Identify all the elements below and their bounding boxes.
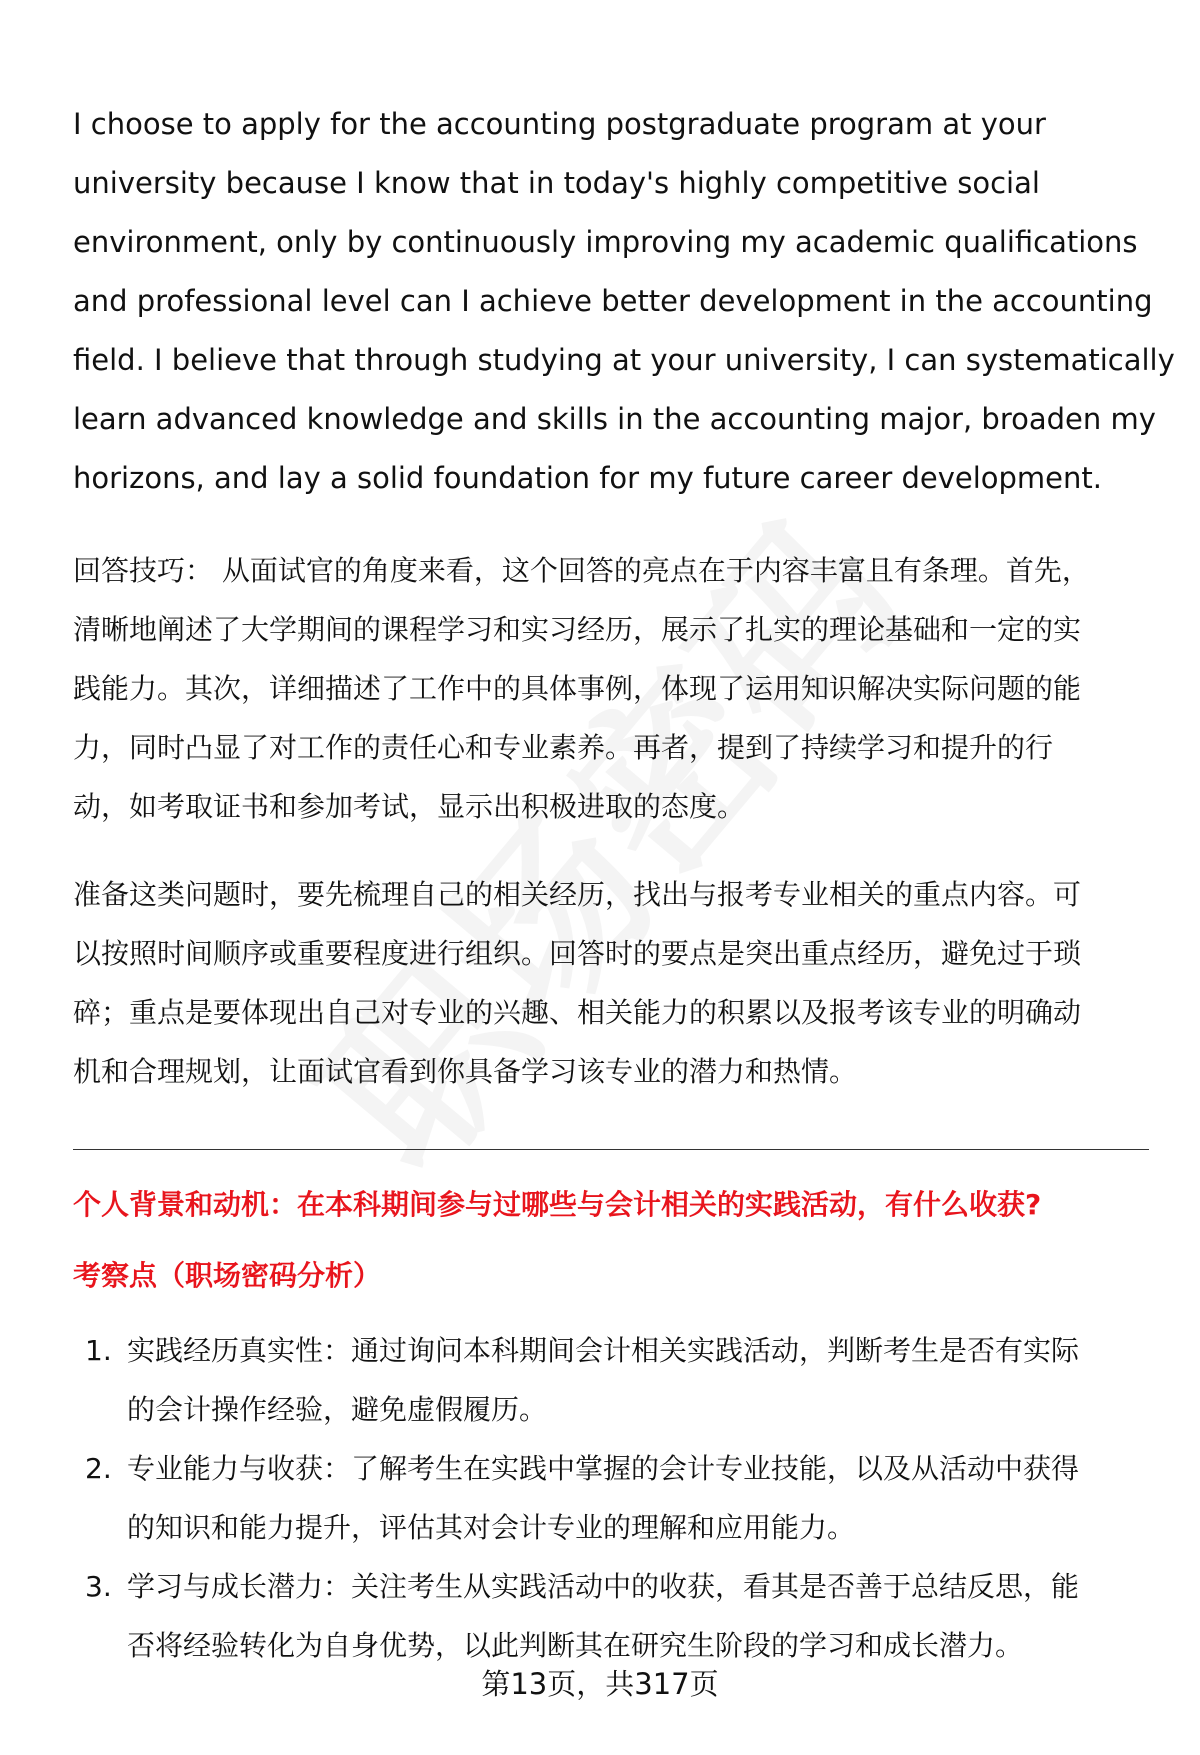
text-line: field. I believe that through studying at your university, I can systematically [73,343,1175,377]
section-divider [73,1149,1149,1150]
analysis-points-list [85,1321,1155,1675]
text-line: 实践经历真实性：通过询问本科期间会计相关实践活动，判断考生是否有实际 [127,1334,1080,1367]
text-line: 的知识和能力提升，评估其对会计专业的理解和应用能力。 [127,1511,856,1544]
question-heading: 个人背景和动机：在本科期间参与过哪些与会计相关的实践活动，有什么收获? [73,1188,1042,1221]
analysis-heading: 考察点（职场密码分析） [73,1259,382,1292]
tips-paragraph [73,541,1153,836]
text-line: 否将经验转化为自身优势，以此判断其在研究生阶段的学习和成长潜力。 [127,1629,1024,1662]
list-number: 1. [85,1334,112,1367]
text-line: 践能力。其次，详细描述了工作中的具体事例，体现了运用知识解决实际问题的能 [73,672,1082,705]
list-number: 2. [85,1452,112,1485]
text-line: 准备这类问题时，要先梳理自己的相关经历，找出与报考专业相关的重点内容。可 [73,878,1082,911]
text-line: and professional level can I achieve better development in the accounting [73,284,1153,318]
text-line: 清晰地阐述了大学期间的课程学习和实习经历，展示了扎实的理论基础和一定的实 [73,613,1082,646]
text-line: 的会计操作经验，避免虚假履历。 [127,1393,548,1426]
text-line: 力，同时凸显了对工作的责任心和专业素养。再者，提到了持续学习和提升的行 [73,731,1054,764]
text-line: 碎；重点是要体现出自己对专业的兴趣、相关能力的积累以及报考该专业的明确动 [73,996,1082,1029]
text-line: 回答技巧： 从面试官的角度来看，这个回答的亮点在于内容丰富且有条理。首先， [73,554,1090,587]
list-item [85,1557,1155,1675]
text-line: university because I know that in today's highly competitive social [73,166,1040,200]
text-line: 学习与成长潜力：关注考生从实践活动中的收获，看其是否善于总结反思，能 [127,1570,1080,1603]
text-line: 以按照时间顺序或重要程度进行组织。回答时的要点是突出重点经历，避免过于琐 [73,937,1082,970]
text-line: environment, only by continuously improving my academic qualifications [73,225,1138,259]
list-item [85,1321,1155,1439]
text-line: 机和合理规划，让面试官看到你具备学习该专业的潜力和热情。 [73,1055,858,1088]
list-item [85,1439,1155,1557]
preparation-paragraph [73,865,1153,1101]
english-answer-paragraph [73,95,1175,508]
text-line: I choose to apply for the accounting postgraduate program at your [73,107,1046,141]
text-line: 动，如考取证书和参加考试，显示出积极进取的态度。 [73,790,746,823]
text-line: learn advanced knowledge and skills in the accounting major, broaden my [73,402,1156,436]
page-number-footer: 第13页，共317页 [481,1667,719,1701]
text-line: 专业能力与收获：了解考生在实践中掌握的会计专业技能，以及从活动中获得 [127,1452,1080,1485]
text-line: horizons, and lay a solid foundation for my future career development. [73,461,1102,495]
list-number: 3. [85,1570,112,1603]
